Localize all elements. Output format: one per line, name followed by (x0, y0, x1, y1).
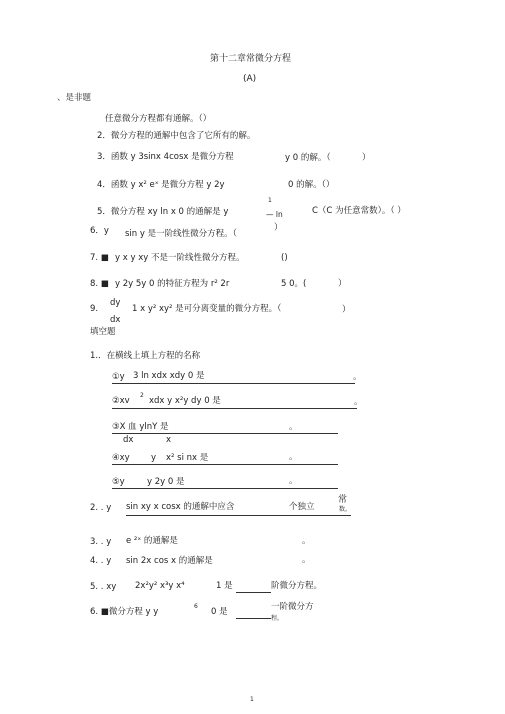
fill-item2-number: 2. . y (90, 503, 112, 513)
fill-item3-end: 。 (302, 536, 311, 546)
fill-item4: sin 2x cos x 的通解是 (126, 556, 213, 566)
fill-item2-tail: 个独立 (289, 502, 315, 512)
q9: 1 x y² xy² 是可分离变量的微分方程。（ (132, 304, 282, 314)
q5: 5．微分方程 xy ln x 0 的通解是 y (97, 207, 229, 217)
fill-item4-number: 4. . y (90, 556, 112, 566)
fill-item6-tail-1: 一阶微分方 (271, 602, 314, 612)
q3: 3．函数 y 3sinx 4cosx 是微分方程 (97, 152, 234, 162)
fill-item5: 2x²y² x³y x⁴ (135, 581, 185, 591)
fill-item4-end: 。 (302, 555, 311, 565)
q3-paren: ） (362, 153, 371, 163)
q9-paren: ） (342, 305, 351, 315)
fill-item5-mid: 1 是 (216, 581, 233, 591)
fill-sub4-number: ④xy (112, 453, 130, 463)
fill-sub2-superscript: 2 (140, 392, 144, 399)
fill-item2: sin xy x cosx 的通解中应含 (126, 502, 235, 512)
fill-item5-tail: 阶微分方程。 (271, 581, 323, 591)
page-number: 1 (250, 696, 254, 703)
section1-heading: 、是非题 (57, 93, 92, 103)
answer-line[interactable] (236, 592, 271, 593)
q5-tail: C（C 为任意常数）。（ ） (312, 206, 406, 216)
q4-tail: 0 的解。（） (288, 180, 335, 190)
answer-line[interactable] (112, 488, 338, 489)
fill-item6-tail-2: 程。 (271, 615, 284, 622)
q9-number: 9. (90, 304, 99, 314)
q7-number: 7. ■ (90, 253, 109, 263)
fill-sub2-end: 。 (354, 397, 363, 407)
q1: 任意微分方程都有通解。（） (105, 114, 212, 124)
fill-item3: e ²ˣ 的通解是 (126, 536, 178, 546)
fill-sub3-x: x (166, 435, 172, 445)
q8: y 2y 5y 0 的特征方程为 r² 2r (115, 279, 230, 289)
q6-number: 6．y (90, 226, 109, 236)
q5-fraction-bottom: — ln (266, 210, 283, 219)
fill-sub5-end: 。 (289, 476, 298, 486)
fill-sub3-end: 。 (289, 422, 298, 432)
fill-sub4-end: 。 (289, 452, 298, 462)
answer-line[interactable] (112, 464, 338, 465)
q8-number: 8. ■ (90, 279, 109, 289)
answer-line[interactable] (236, 618, 271, 619)
section2-heading: 填空题 (90, 327, 116, 337)
q9-dx: dx (110, 315, 121, 325)
q7-tail: () (281, 253, 288, 263)
fill-sub3-dx: dx (123, 435, 134, 445)
q6-paren: ） (274, 223, 283, 233)
fill-sub2: xdx y x²y dy 0 是 (149, 396, 221, 406)
fill-item3-number: 3. . y (90, 537, 112, 547)
fill-sub1-end: 。 (353, 372, 362, 382)
fill-sub2-number: ②xv (112, 396, 130, 406)
q6: sin y 是一阶线性微分方程。（ (125, 229, 237, 239)
answer-line[interactable] (112, 433, 338, 434)
fill-item6-mid: 0 是 (211, 607, 228, 617)
answer-line[interactable] (112, 408, 357, 409)
q4: 4．函数 y x² eˣ 是微分方程 y 2y (97, 180, 225, 190)
fill-sub1: 3 ln xdx xdy 0 是 (133, 371, 205, 381)
fill-sub4-eq1: y (151, 453, 157, 463)
fill-item1-label: 1.．在横线上填上方程的名称 (90, 351, 201, 361)
fill-sub4-eq2: x² si nx 是 (166, 453, 209, 463)
fill-sub3: ③X 血 ylnY 是 (112, 422, 169, 432)
fill-item6-number: 6. ■微分方程 y y (90, 607, 159, 617)
q3-tail: y 0 的解。（ (285, 153, 331, 163)
q7: y x y xy 不是一阶线性微分方程。 (115, 253, 245, 263)
answer-line[interactable] (112, 383, 355, 384)
q5-fraction-top: 1 (268, 197, 272, 204)
q8-tail: 5 0。( (281, 279, 307, 289)
fill-sub5-number: ⑤y (112, 477, 125, 487)
page-title: 第十二章常微分方程 (210, 54, 292, 64)
page-subtitle: (A) (243, 74, 257, 84)
answer-line[interactable] (126, 515, 351, 516)
q2: 2．微分方程的通解中包含了它所有的解。 (97, 131, 256, 141)
fill-sub5: y 2y 0 是 (147, 477, 185, 487)
q8-paren: ） (338, 279, 347, 289)
fill-item2-tail-2: 常 (338, 495, 348, 505)
fill-item2-tail-3: 数。 (339, 506, 352, 513)
fill-sub1-number: ①y (112, 372, 125, 382)
q9-dy: dy (110, 298, 121, 308)
fill-item6-superscript: 6 (194, 603, 198, 610)
fill-item5-number: 5. . xy (90, 582, 117, 592)
